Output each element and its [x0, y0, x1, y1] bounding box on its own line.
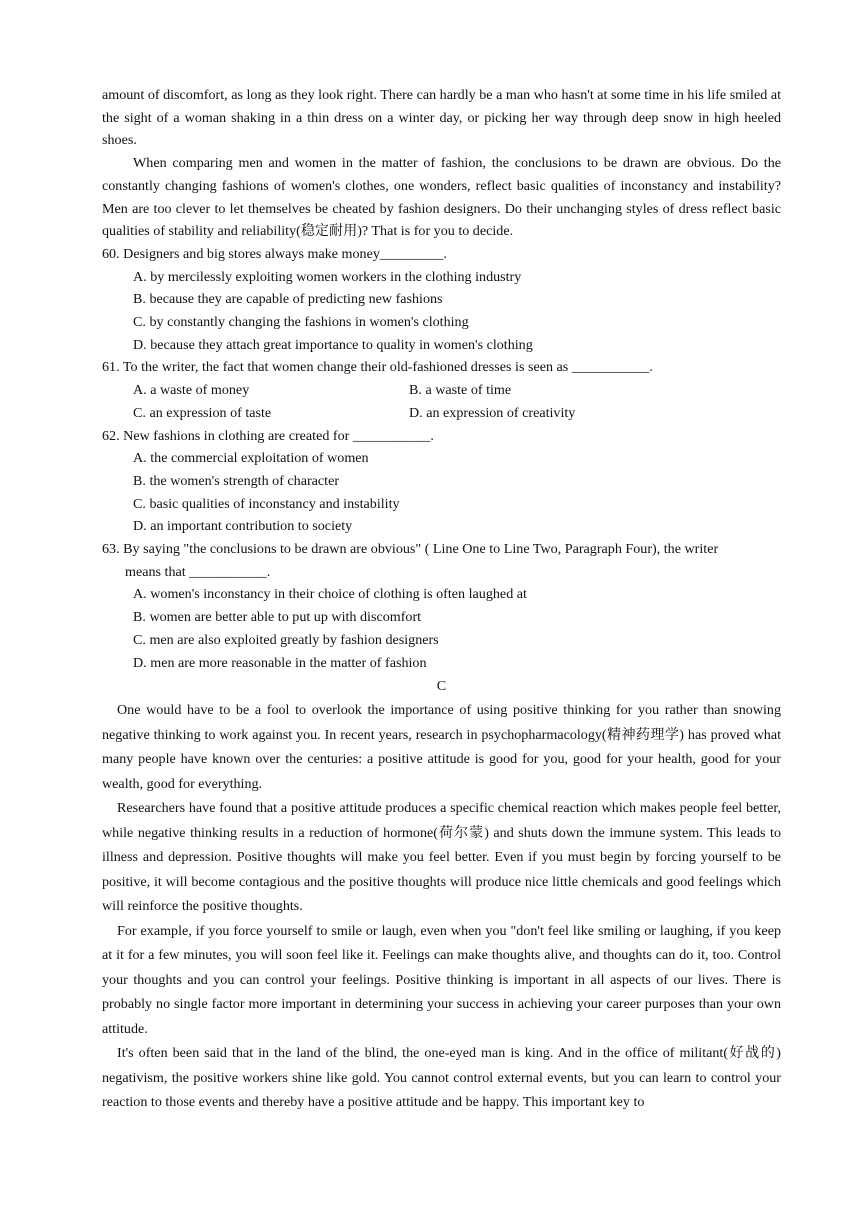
option-c: C. men are also exploited greatly by fashion designers: [133, 631, 439, 648]
passage-b-paragraph-4: When comparing men and women in the matter of fashion, the conclusions to be drawn are obvious. Do the constantly changing fashions of women's clothes, one wonders, reflect basic qualities of inconstancy and instability? Men are too clever to let themselves be cheated by fashion designers. Do their unchanging styles of dress reflect basic qualities of stability and reliability(稳定耐用)? That is for you to decide.: [102, 155, 781, 240]
question-stem: 60. Designers and big stores always make money_________.: [102, 245, 447, 262]
question-stem: 63. By saying "the conclusions to be drawn are obvious" ( Line One to Line Two, Paragraph Four), the writer: [102, 541, 719, 558]
option-a: A. the commercial exploitation of women: [133, 450, 369, 467]
question-61: [102, 356, 781, 424]
option-b: B. the women's strength of character: [133, 472, 340, 489]
option-c: C. by constantly changing the fashions in women's clothing: [133, 314, 469, 331]
document-page: [102, 84, 781, 1115]
passage-c-label: C: [436, 678, 447, 695]
option-b: B. women are better able to put up with discomfort: [133, 609, 422, 626]
option-d: D. because they attach great importance to quality in women's clothing: [133, 336, 533, 353]
question-62: [102, 425, 781, 539]
question-60: [102, 243, 781, 357]
option-c: C. basic qualities of inconstancy and instability: [133, 495, 400, 512]
option-row: [102, 402, 781, 425]
passage-c-paragraph-2: Researchers have found that a positive attitude produces a specific chemical reaction which makes people feel better, while negative thinking results in a reduction of hormone(荷尔蒙) and shuts down the immune system. This leads to illness and depression. Positive thoughts will make you feel better. Even if you must begin by forcing yourself to be positive, it will become contagious and the positive thoughts will produce nice little chemicals and good feelings which will reinforce the positive thoughts.: [102, 800, 781, 915]
passage-c-paragraph-1: One would have to be a fool to overlook the importance of using positive thinking for you rather than snowing negative thinking to work against you. In recent years, research in psychopharmacology(精神药理学) has proved what many people have known over the centuries: a positive attitude is good for you, good for your health, good for your wealth, good for everything.: [102, 702, 781, 792]
question-stem: 61. To the writer, the fact that women change their old-fashioned dresses is seen as ___________.: [102, 359, 653, 376]
option-d: D. men are more reasonable in the matter of fashion: [133, 654, 427, 671]
option-a: A. by mercilessly exploiting women workers in the clothing industry: [133, 268, 522, 285]
question-stem-continued: means that ___________.: [125, 563, 271, 580]
passage-c-paragraph-4: It's often been said that in the land of the blind, the one-eyed man is king. And in the office of militant(好战的) negativism, the positive workers shine like gold. You cannot control external events, but you can learn to control your reaction to those events and thereby have a positive attitude and be happy. This important key to: [102, 1045, 781, 1111]
option-row: [102, 379, 781, 402]
question-stem: 62. New fashions in clothing are created for ___________.: [102, 427, 434, 444]
option-a: A. a waste of money: [133, 382, 250, 399]
option-a: A. women's inconstancy in their choice of clothing is often laughed at: [133, 586, 527, 603]
option-d: D. an important contribution to society: [133, 518, 353, 535]
option-c: C. an expression of taste: [133, 404, 272, 421]
question-63: [102, 538, 781, 674]
passage-c-paragraph-3: For example, if you force yourself to smile or laugh, even when you "don't feel like smiling or laughing, if you keep at it for a few minutes, you will soon feel like it. Feelings can make thoughts alive, and thoughts can do it, too. Control your thoughts and you can control your feelings. Positive thinking is important in all aspects of our lives. There is probably no single factor more important in determining your success in achieving your career purposes than your own attitude.: [102, 922, 781, 1037]
option-b: B. a waste of time: [409, 382, 512, 399]
option-b: B. because they are capable of predicting new fashions: [133, 291, 443, 308]
option-d: D. an expression of creativity: [409, 404, 576, 421]
passage-b-continued-paragraph: amount of discomfort, as long as they look right. There can hardly be a man who hasn't at some time in his life smiled at the sight of a woman shaking in a thin dress on a winter day, or picking her way through deep snow in high heeled shoes.: [102, 87, 781, 149]
